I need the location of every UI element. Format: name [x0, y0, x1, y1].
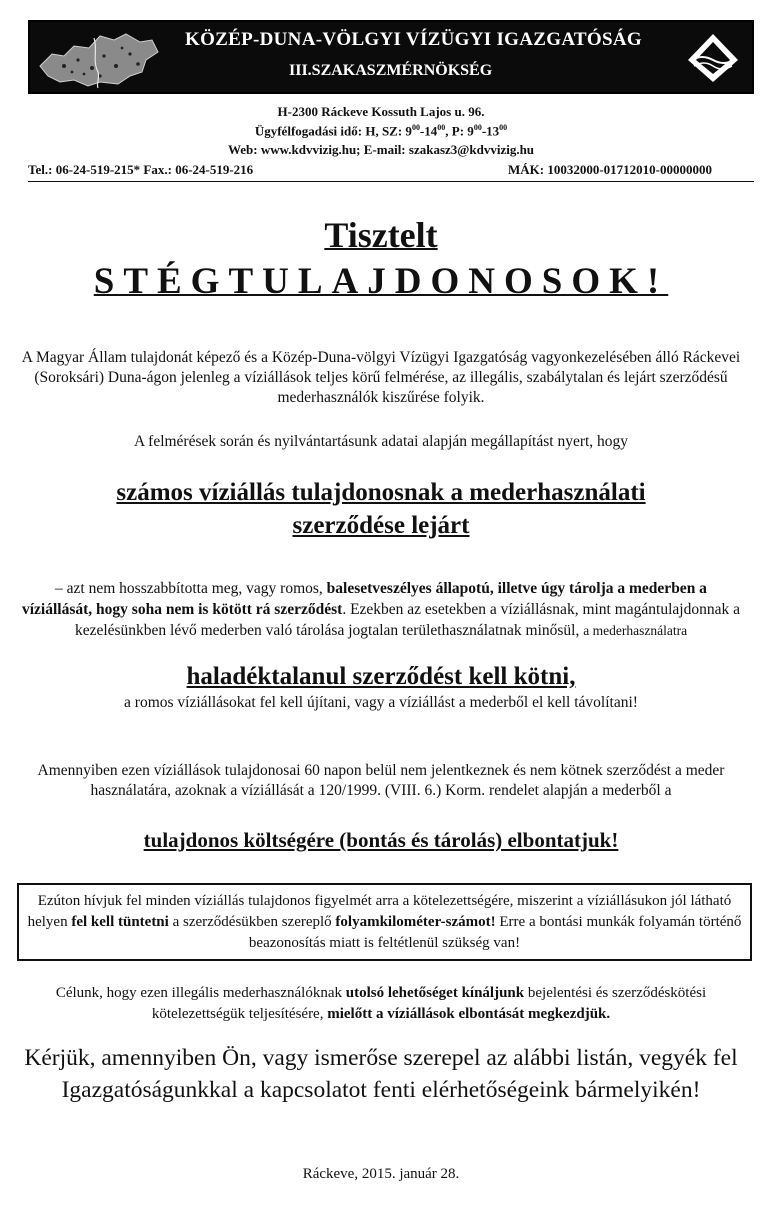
- tel-fax: Tel.: 06-24-519-215* Fax.: 06-24-519-216: [28, 162, 254, 177]
- title-line-1: Tisztelt: [324, 215, 438, 255]
- mak-number: MÁK: 10032000-01712010-00000000: [507, 162, 712, 177]
- hungary-map-logo-icon: [34, 26, 162, 90]
- closing-request: Kérjük, amennyiben Ön, vagy ismerőse szerepel az alábbi listán, vegyék fel Igazgatóságunkkal a kapcsolatot fenti elérhetőségeink bármelyikén!: [24, 1045, 738, 1103]
- headline-demolition: tulajdonos költségére (bontás és tárolás) elbontatjuk!: [143, 828, 619, 852]
- paragraph-details: – azt nem hosszabbította meg, vagy romos, balesetveszélyes állapotú, illetve úgy tárolja a mederben a víziállását, hogy soha nem is kötött rá szerződést. Ezekben az esetekben a víziállásnak, mint magántulajdonnak a kezelésünkben lévő mederben való tárolása jogtalan területhasználatnak minősül, a mederhasználatra: [22, 580, 740, 639]
- paragraph-renovate: a romos víziállásokat fel kell újítani, vagy a víziállást a mederből el kell távolítani!: [124, 694, 638, 711]
- notice-box: [17, 883, 752, 961]
- water-authority-emblem-icon: [684, 30, 742, 86]
- date-line: Ráckeve, 2015. január 28.: [302, 1166, 460, 1182]
- headline-contract-required: haladéktalanul szerződést kell kötni,: [186, 663, 576, 690]
- contact-footer-line: [28, 161, 754, 182]
- web-email-line: Web: www.kdvvizig.hu; E-mail: szakasz3@kdvvizig.hu: [227, 142, 535, 157]
- paragraph-goal: Célunk, hogy ezen illegális mederhasználóknak utolsó lehetőséget kínáljunk bejelentési és szerződéskötési kötelezettségük teljesítésére, mielőtt a víziállások elbontását megkezdjük.: [55, 985, 707, 1022]
- organization-name: KÖZÉP-DUNA-VÖLGYI VÍZÜGYI IGAZGATÓSÁG: [185, 29, 642, 50]
- letterhead-banner: [28, 20, 754, 94]
- paragraph-finding: A felmérések során és nyilvántartásunk adatai alapján megállapítást nyert, hogy: [133, 433, 629, 450]
- headline-contract-expired: számos víziállás tulajdonosnak a mederhasználati szerződése lejárt: [116, 479, 646, 539]
- notice-box-text: Ezúton hívjuk fel minden víziállás tulajdonos figyelmét arra a kötelezettségére, miszerint a víziállásukon jól látható helyen fel kell tüntetni a szerződésükben szereplő folyamkilométer-számot! Erre a bontási munkák folyamán történő beazonosítás miatt is feltétlenül szükség van!: [27, 893, 742, 951]
- title-line-2: STÉGTULAJDONOSOK!: [93, 261, 669, 302]
- office-name: III.SZAKASZMÉRNÖKSÉG: [289, 62, 493, 79]
- paragraph-intro: A Magyar Állam tulajdonát képező és a Közép-Duna-völgyi Vízügyi Igazgatóság vagyonkezelésében álló Ráckevei (Soroksári) Duna-ágon jelenleg a víziállások teljes körű felmérése, az illegális, szabálytalan és lejárt szerződésű mederhasználók kiszűrése folyik.: [21, 349, 741, 406]
- office-hours-line: Ügyfélfogadási idő: H, SZ: $9^{00}-14^{00}$, P: $9^{00}-13^{00}$: [254, 123, 508, 139]
- paragraph-deadline: Amennyiben ezen víziállások tulajdonosai 60 napon belül nem jelentkeznek és nem kötnek szerződést a meder használatára, azoknak a víziállását a 120/1999. (VIII. 6.) Korm. rendelet alapján a mederből a: [37, 762, 725, 799]
- address-line: H-2300 Ráckeve Kossuth Lajos u. 96.: [277, 104, 485, 119]
